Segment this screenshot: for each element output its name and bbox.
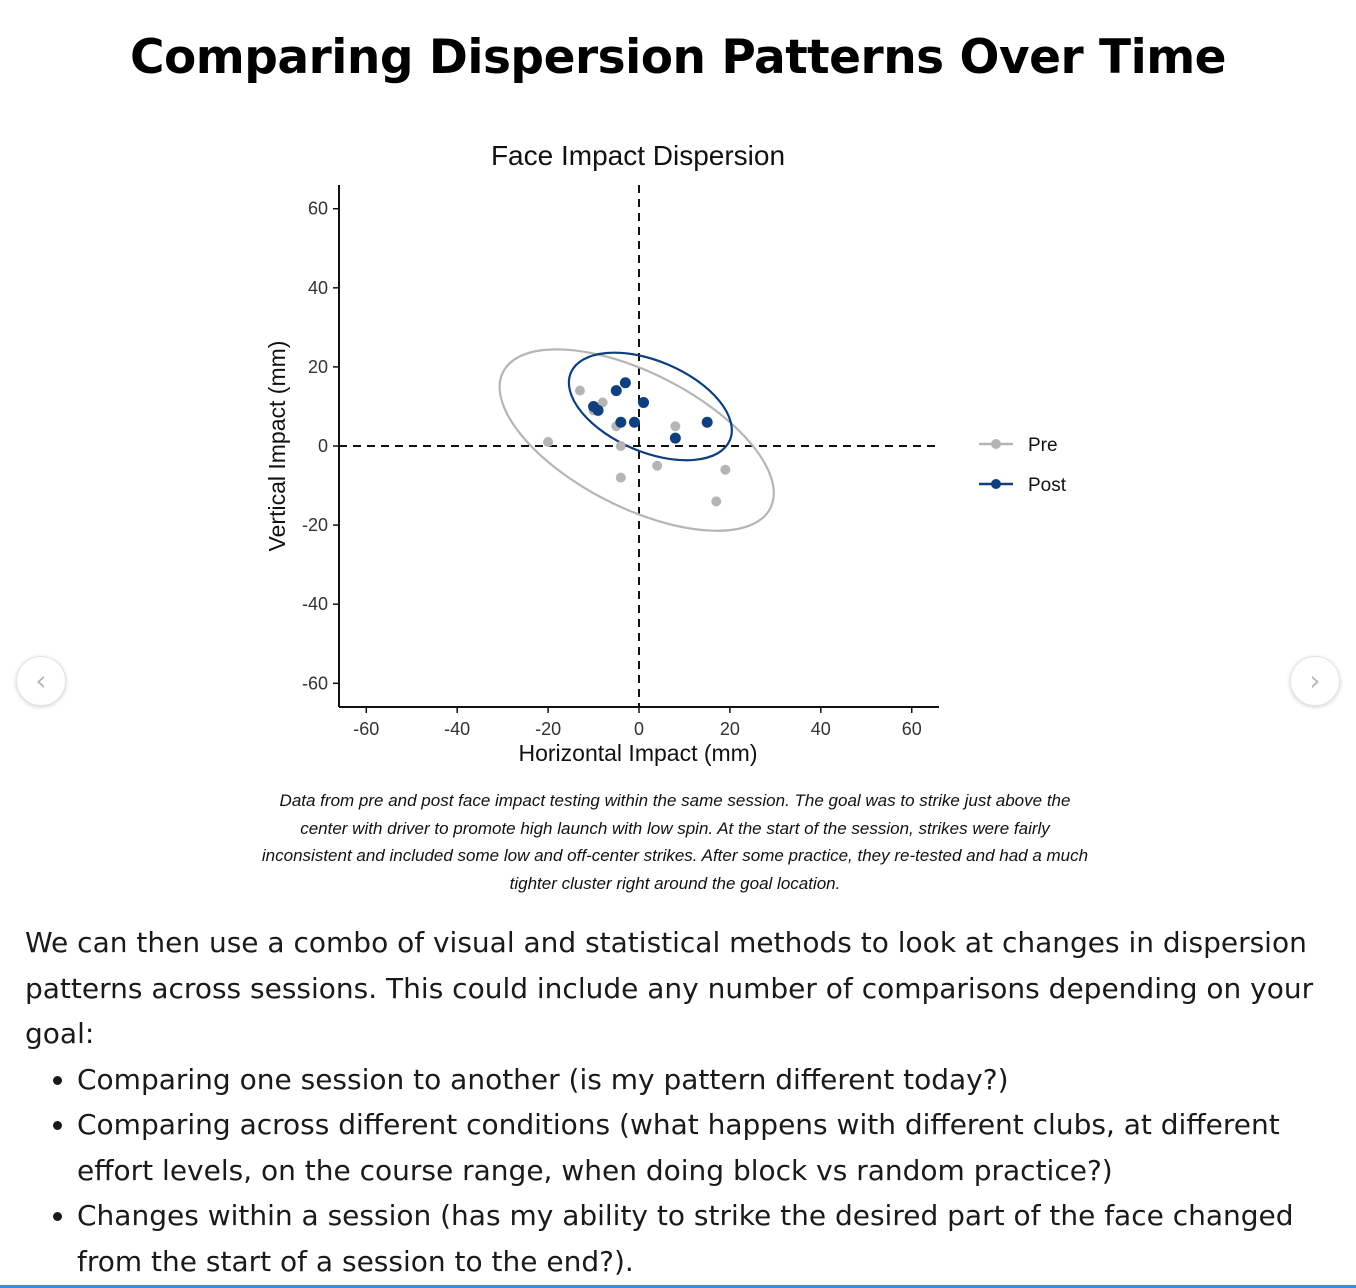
ellipse-pre	[473, 312, 801, 568]
page-title: Comparing Dispersion Patterns Over Time	[129, 30, 1227, 85]
x-tick-label: -40	[444, 719, 471, 739]
point-post	[629, 417, 640, 428]
legend-label: Pre	[1028, 435, 1058, 456]
point-post	[615, 417, 626, 428]
legend-label: Post	[1028, 475, 1067, 496]
x-tick-label: -60	[353, 719, 380, 739]
point-post	[620, 377, 631, 388]
point-pre	[711, 496, 721, 506]
y-tick-label: 60	[307, 198, 328, 219]
dispersion-chart	[207, 113, 1144, 793]
list-item: • Changes within a session (has my ability to strike the desired part of the face changed from the start of a session to the end?).	[77, 1193, 1335, 1284]
x-tick-label: 0	[633, 719, 645, 739]
point-pre	[543, 437, 553, 447]
next-slide-button[interactable]	[1290, 656, 1340, 706]
intro-paragraph: We can then use a combo of visual and statistical methods to look at changes in dispersion patterns across sessions. This could include any number of comparisons depending on your goal:	[25, 926, 1314, 1050]
y-tick-label: -40	[301, 594, 328, 615]
point-pre	[720, 465, 730, 475]
point-post	[638, 397, 649, 408]
point-post	[670, 433, 681, 444]
y-tick-label: 20	[307, 356, 328, 377]
point-post	[593, 405, 604, 416]
ellipse-post	[553, 331, 748, 482]
previous-slide-button[interactable]	[16, 656, 66, 706]
comparison-list	[25, 1057, 1335, 1285]
chevron-left-icon: ‹	[35, 664, 47, 697]
chevron-right-icon: ›	[1309, 664, 1321, 697]
x-tick-label: 60	[901, 719, 922, 739]
y-tick-label: -60	[301, 673, 328, 694]
list-item: • Comparing one session to another (is my pattern different today?)	[77, 1057, 1335, 1103]
chart-title: Face Impact Dispersion	[490, 140, 786, 171]
point-pre	[616, 473, 626, 483]
x-axis-ticks	[353, 707, 921, 739]
figure-card	[207, 113, 1144, 903]
legend-marker	[991, 479, 1001, 489]
confidence-ellipses	[473, 312, 801, 568]
point-pre	[652, 461, 662, 471]
y-tick-label: 0	[317, 436, 328, 456]
x-tick-label: -20	[535, 719, 562, 739]
figure-caption: Data from pre and post face impact testing within the same session. The goal was to strike just above the center with driver to promote high launch with low spin. At the start of the session, strikes were fairly inconsistent and included some low and off-center strikes. After some practice, they re-tested and had a much tighter cluster right around the goal location.	[261, 791, 1089, 893]
y-tick-label: 40	[307, 277, 328, 298]
x-tick-label: 40	[810, 719, 831, 739]
point-pre	[575, 386, 585, 396]
y-axis-ticks	[302, 199, 339, 694]
y-tick-label: -20	[301, 515, 328, 536]
y-axis-label: Vertical Impact (mm)	[264, 340, 290, 552]
point-post	[702, 417, 713, 428]
reference-lines	[339, 185, 939, 707]
chart-legend	[979, 435, 1067, 496]
point-pre	[616, 441, 626, 451]
legend-marker	[991, 439, 1001, 449]
x-tick-label: 20	[719, 719, 740, 739]
point-post	[611, 385, 622, 396]
x-axis-label: Horizontal Impact (mm)	[518, 740, 758, 766]
point-pre	[670, 421, 680, 431]
article-body	[25, 920, 1335, 1284]
list-item: • Comparing across different conditions (what happens with different clubs, at different effort levels, on the course range, when doing block vs random practice?)	[77, 1102, 1335, 1193]
